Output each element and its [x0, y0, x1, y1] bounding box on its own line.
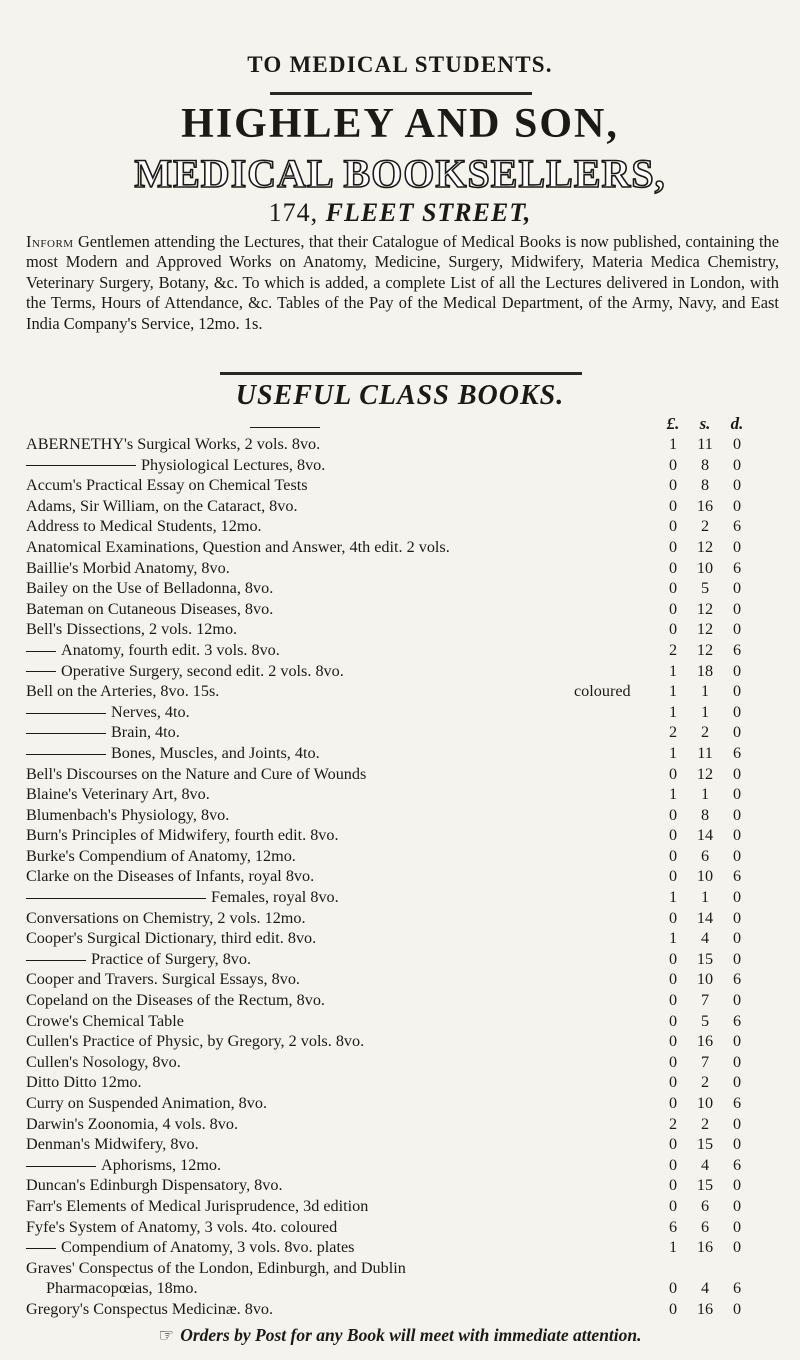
price-shillings: 7	[700, 1052, 710, 1071]
book-title	[26, 599, 273, 620]
book-row	[0, 805, 800, 826]
price-shillings: 2	[700, 1073, 710, 1092]
price-pounds: 0	[668, 764, 678, 783]
address-number: 174,	[268, 198, 319, 227]
book-title	[26, 1134, 199, 1155]
price-pounds: 0	[668, 1032, 678, 1051]
book-row	[0, 1031, 800, 1052]
price-pence: 6	[732, 558, 742, 577]
book-title-text: Baillie's Morbid Anatomy, 8vo.	[26, 558, 230, 577]
book-title	[26, 1299, 273, 1320]
price-shillings: 2	[700, 723, 710, 742]
book-title-text: Brain, 4to.	[111, 723, 180, 742]
book-title	[26, 722, 180, 743]
price-shillings: 12	[696, 764, 714, 783]
book-title-text: Bones, Muscles, and Joints, 4to.	[111, 743, 320, 762]
book-title-text: Aphorisms, 12mo.	[101, 1155, 222, 1174]
intro-lead-word: Inform	[26, 232, 74, 251]
ditto-dash	[26, 651, 56, 652]
book-row	[0, 722, 800, 743]
price-pence: 0	[732, 620, 742, 639]
ditto-dash	[26, 1248, 56, 1249]
price-pounds: 0	[668, 826, 678, 845]
price-pounds: 0	[668, 1196, 678, 1215]
book-row	[0, 475, 800, 496]
book-title-text: Bateman on Cutaneous Diseases, 8vo.	[26, 599, 274, 618]
price-shillings: 12	[696, 537, 714, 556]
price-pounds: 0	[668, 805, 678, 824]
orders-notice	[0, 1325, 800, 1346]
price-pence: 0	[732, 1196, 742, 1215]
book-title	[26, 784, 210, 805]
book-title-text: Conversations on Chemistry, 2 vols. 12mo.	[26, 908, 306, 927]
price-pounds: 0	[668, 1135, 678, 1154]
price-pence: 6	[732, 1279, 742, 1298]
orders-text: Orders by Post for any Book will meet with immediate attention.	[180, 1325, 642, 1345]
price-shillings: 15	[696, 1135, 714, 1154]
book-title	[26, 558, 230, 579]
book-title-text: Gregory's Conspectus Medicinæ. 8vo.	[26, 1299, 274, 1318]
ditto-dash	[26, 465, 136, 466]
book-title-text: Cullen's Practice of Physic, by Gregory, 2 vols. 8vo.	[26, 1032, 365, 1051]
book-title	[26, 1196, 368, 1217]
pounds-column-header: £.	[666, 414, 680, 433]
price-pence: 0	[732, 805, 742, 824]
book-row	[0, 599, 800, 620]
price-pence: 0	[732, 1135, 742, 1154]
book-row	[0, 949, 800, 970]
price-pence: 6	[732, 1155, 742, 1174]
price-pounds: 0	[668, 970, 678, 989]
price-pounds: 0	[668, 846, 678, 865]
book-title-text: Accum's Practical Essay on Chemical Tests	[26, 476, 308, 495]
book-row	[0, 969, 800, 990]
price-shillings: 10	[696, 970, 714, 989]
price-shillings: 8	[700, 455, 710, 474]
book-price-list	[0, 434, 800, 1320]
book-title	[26, 681, 219, 702]
price-pounds: 0	[668, 1299, 678, 1318]
price-pence: 6	[732, 970, 742, 989]
book-title	[26, 702, 190, 723]
price-pounds: 2	[668, 1114, 678, 1133]
book-row	[0, 1155, 800, 1176]
book-title	[26, 969, 300, 990]
book-title-text: Burke's Compendium of Anatomy, 12mo.	[26, 846, 296, 865]
book-title-text: Blaine's Veterinary Art, 8vo.	[26, 785, 210, 804]
price-shillings: 11	[697, 743, 713, 762]
price-pence: 0	[732, 599, 742, 618]
book-row	[0, 537, 800, 558]
intro-text: Gentlemen attending the Lectures, that their Catalogue of Medical Books is now published, containing the most Modern and Approved Works on Anatomy, Medicine, Surgery, Midwifery, Materia Medica Chemistry, Veterinary Surgery, Botany, &c. To which is added, a complete List of all the Lectures delivered in London, with the Terms, Hours of Attendance, &c. Tables of the Pay of the Medical Department, of the Army, Navy, and East India Company's Service, 12mo. 1s.	[26, 232, 779, 333]
price-pence: 6	[732, 640, 742, 659]
book-row	[0, 661, 800, 682]
book-title-text: Bell on the Arteries, 8vo. 15s.	[26, 682, 220, 701]
price-shillings: 2	[700, 1114, 710, 1133]
price-shillings: 6	[700, 846, 710, 865]
book-title	[26, 1011, 184, 1032]
book-title	[26, 475, 308, 496]
price-shillings: 11	[697, 435, 713, 453]
price-pence: 0	[732, 1032, 742, 1051]
book-title	[26, 619, 237, 640]
book-row	[0, 681, 800, 702]
book-note: coloured	[574, 682, 631, 701]
price-pounds: 6	[668, 1217, 678, 1236]
price-pounds: 1	[668, 661, 678, 680]
price-shillings: 16	[696, 1032, 714, 1051]
book-title-text: Burn's Principles of Midwifery, fourth edit. 8vo.	[26, 826, 339, 845]
book-title	[26, 1072, 142, 1093]
price-shillings: 7	[700, 991, 710, 1010]
book-row	[0, 1278, 800, 1299]
price-pence: 0	[732, 476, 742, 495]
price-pounds: 0	[668, 908, 678, 927]
book-title	[26, 1175, 283, 1196]
book-title-text: Bell's Dissections, 2 vols. 12mo.	[26, 620, 238, 639]
book-title	[26, 846, 296, 867]
price-pence: 6	[732, 1094, 742, 1112]
book-row	[0, 1175, 800, 1196]
price-shillings: 14	[696, 826, 714, 845]
book-title	[26, 1155, 221, 1176]
book-title-text: Anatomical Examinations, Question and Answer, 4th edit. 2 vols.	[26, 537, 450, 556]
price-shillings: 12	[696, 620, 714, 639]
ditto-dash	[26, 960, 86, 961]
book-title	[26, 1114, 238, 1135]
price-shillings: 4	[700, 1279, 710, 1298]
book-title-text: Pharmacopœias, 18mo.	[46, 1279, 198, 1298]
price-shillings: 12	[696, 640, 714, 659]
book-row	[0, 434, 800, 455]
price-pence: 0	[732, 785, 742, 804]
price-pence: 6	[732, 743, 742, 762]
book-row	[0, 1258, 800, 1279]
book-row	[0, 640, 800, 661]
book-row	[0, 764, 800, 785]
price-pounds: 0	[668, 517, 678, 536]
book-title-text: Copeland on the Diseases of the Rectum, 8vo.	[26, 991, 325, 1010]
ditto-dash	[26, 671, 56, 672]
book-row	[0, 455, 800, 476]
price-pounds: 1	[668, 888, 678, 907]
price-pounds: 0	[668, 1052, 678, 1071]
book-title-text: Darwin's Zoonomia, 4 vols. 8vo.	[26, 1114, 238, 1133]
price-pence: 0	[732, 908, 742, 927]
price-pence: 0	[732, 682, 742, 701]
price-pounds: 0	[668, 1155, 678, 1174]
book-row	[0, 1011, 800, 1032]
price-pence: 0	[732, 537, 742, 556]
book-title-text: Operative Surgery, second edit. 2 vols. 8vo.	[61, 661, 344, 680]
price-pence: 6	[732, 867, 742, 886]
book-row	[0, 702, 800, 723]
price-pounds: 1	[668, 929, 678, 948]
price-pence: 0	[732, 1052, 742, 1071]
book-title-text: Duncan's Edinburgh Dispensatory, 8vo.	[26, 1176, 283, 1195]
book-row	[0, 1237, 800, 1258]
price-pence: 6	[732, 517, 742, 536]
price-pounds: 2	[668, 640, 678, 659]
price-shillings: 6	[700, 1217, 710, 1236]
book-row	[0, 990, 800, 1011]
book-title	[26, 764, 366, 785]
price-pounds: 1	[668, 682, 678, 701]
book-title	[26, 1217, 337, 1238]
price-shillings: 15	[696, 1176, 714, 1195]
price-shillings: 10	[696, 558, 714, 577]
price-pence: 0	[732, 435, 742, 453]
price-pence: 0	[732, 1114, 742, 1133]
price-pounds: 0	[668, 558, 678, 577]
running-head: TO MEDICAL STUDENTS.	[247, 52, 553, 77]
book-title	[26, 1031, 364, 1052]
book-title-text: Cooper's Surgical Dictionary, third edit. 8vo.	[26, 929, 317, 948]
book-row	[0, 1114, 800, 1135]
book-title	[26, 661, 344, 682]
price-pence: 0	[732, 929, 742, 948]
book-title-text: Curry on Suspended Animation, 8vo.	[26, 1094, 268, 1112]
price-pence: 0	[732, 1238, 742, 1257]
price-pounds: 0	[668, 1011, 678, 1030]
book-title-text: Farr's Elements of Medical Jurisprudence, 3d edition	[26, 1196, 369, 1215]
price-shillings: 1	[700, 682, 710, 701]
price-pence: 0	[732, 723, 742, 742]
price-pounds: 0	[668, 496, 678, 515]
price-pence: 0	[732, 579, 742, 598]
firm-name: HIGHLEY AND SON,	[181, 101, 619, 147]
book-title	[26, 1258, 406, 1279]
book-title-text: Nerves, 4to.	[111, 702, 190, 721]
price-pounds: 1	[668, 1238, 678, 1257]
book-row	[0, 1093, 800, 1114]
short-rule	[250, 427, 320, 428]
price-shillings: 4	[700, 1155, 710, 1174]
pointing-hand-icon: ☞	[158, 1325, 175, 1345]
price-pence: 0	[732, 991, 742, 1010]
book-title	[26, 578, 273, 599]
ditto-dash	[26, 733, 106, 734]
price-shillings: 10	[696, 1094, 714, 1112]
price-pence: 0	[732, 764, 742, 783]
book-title	[46, 1278, 198, 1299]
book-title	[26, 640, 280, 661]
book-title	[26, 496, 298, 517]
book-row	[0, 619, 800, 640]
price-shillings: 1	[700, 785, 710, 804]
price-pounds: 0	[668, 620, 678, 639]
section-title: USEFUL CLASS BOOKS.	[235, 380, 565, 411]
book-title	[26, 537, 450, 558]
price-pence: 0	[732, 846, 742, 865]
book-title	[26, 990, 325, 1011]
book-title-text: Address to Medical Students, 12mo.	[26, 517, 262, 536]
book-row	[0, 1196, 800, 1217]
book-title-text: Physiological Lectures, 8vo.	[141, 455, 326, 474]
price-pounds: 0	[668, 867, 678, 886]
price-pence: 0	[732, 1217, 742, 1236]
book-title	[26, 928, 316, 949]
book-title-text: Compendium of Anatomy, 3 vols. 8vo. plates	[61, 1238, 355, 1257]
price-pence: 0	[732, 826, 742, 845]
book-title-text: Cooper and Travers. Surgical Essays, 8vo.	[26, 970, 300, 989]
book-title-text: ABERNETHY's Surgical Works, 2 vols. 8vo.	[26, 435, 321, 453]
price-pounds: 0	[668, 579, 678, 598]
book-row	[0, 1134, 800, 1155]
book-title-text: Ditto Ditto 12mo.	[26, 1073, 142, 1092]
price-pounds: 0	[668, 476, 678, 495]
price-shillings: 14	[696, 908, 714, 927]
book-title	[26, 825, 339, 846]
book-row	[0, 866, 800, 887]
ditto-dash	[26, 898, 206, 899]
book-title	[26, 1237, 354, 1258]
price-pounds: 1	[668, 743, 678, 762]
price-shillings: 5	[700, 1011, 710, 1030]
book-row	[0, 1299, 800, 1320]
book-title-text: Graves' Conspectus of the London, Edinburgh, and Dublin	[26, 1258, 406, 1277]
price-pounds: 0	[668, 1279, 678, 1298]
price-pounds: 0	[668, 949, 678, 968]
book-title-text: Crowe's Chemical Table	[26, 1011, 184, 1030]
heavy-rule-divider	[220, 372, 582, 375]
price-shillings: 1	[700, 888, 710, 907]
heavy-rule-divider	[270, 92, 532, 95]
book-title-text: Fyfe's System of Anatomy, 3 vols. 4to. coloured	[26, 1217, 338, 1236]
book-title	[26, 805, 229, 826]
book-title	[26, 516, 262, 537]
price-pounds: 1	[668, 435, 678, 453]
price-shillings: 8	[700, 805, 710, 824]
book-title-text: Bailey on the Use of Belladonna, 8vo.	[26, 579, 274, 598]
price-shillings: 15	[696, 949, 714, 968]
intro-paragraph	[26, 232, 779, 334]
price-shillings: 16	[696, 1299, 714, 1318]
book-title	[26, 434, 320, 455]
book-title	[26, 455, 325, 476]
price-pounds: 0	[668, 1073, 678, 1092]
price-shillings: 4	[700, 929, 710, 948]
book-title	[26, 908, 306, 929]
price-shillings: 8	[700, 476, 710, 495]
price-pence: 0	[732, 1073, 742, 1092]
price-pounds: 0	[668, 1094, 678, 1112]
price-pence: 0	[732, 1176, 742, 1195]
price-shillings: 12	[696, 599, 714, 618]
price-pounds: 0	[668, 599, 678, 618]
address-street: FLEET STREET,	[325, 198, 532, 227]
price-pounds: 1	[668, 785, 678, 804]
book-title-text: Cullen's Nosology, 8vo.	[26, 1052, 181, 1071]
shillings-column-header: s.	[699, 414, 711, 433]
book-title-text: Bell's Discourses on the Nature and Cure of Wounds	[26, 764, 367, 783]
book-row	[0, 1217, 800, 1238]
price-pounds: 0	[668, 991, 678, 1010]
book-title-text: Adams, Sir William, on the Cataract, 8vo.	[26, 496, 298, 515]
book-title-text: Clarke on the Diseases of Infants, royal 8vo.	[26, 867, 315, 886]
price-pence: 0	[732, 455, 742, 474]
book-row	[0, 1052, 800, 1073]
ditto-dash	[26, 754, 106, 755]
price-pence: 0	[732, 702, 742, 721]
ditto-dash	[26, 713, 106, 714]
price-pounds: 1	[668, 702, 678, 721]
book-title-text: Practice of Surgery, 8vo.	[91, 949, 252, 968]
book-row	[0, 908, 800, 929]
firm-address	[0, 198, 800, 228]
book-row	[0, 1072, 800, 1093]
price-pounds: 0	[668, 455, 678, 474]
price-shillings: 1	[700, 702, 710, 721]
book-title-text: Denman's Midwifery, 8vo.	[26, 1135, 199, 1154]
book-title	[26, 1052, 181, 1073]
book-row	[0, 784, 800, 805]
price-pence: 0	[732, 949, 742, 968]
price-shillings: 5	[700, 579, 710, 598]
book-row	[0, 578, 800, 599]
price-shillings: 2	[700, 517, 710, 536]
book-title	[26, 743, 320, 764]
price-shillings: 10	[696, 867, 714, 886]
price-pounds: 0	[668, 537, 678, 556]
book-row	[0, 516, 800, 537]
ditto-dash	[26, 1166, 96, 1167]
book-title	[26, 866, 314, 887]
price-shillings: 16	[696, 496, 714, 515]
price-shillings: 18	[696, 661, 714, 680]
price-pence: 0	[732, 1299, 742, 1318]
price-pence: 6	[732, 1011, 742, 1030]
price-pence: 0	[732, 661, 742, 680]
firm-trade-heading: MEDICAL BOOKSELLERS,	[134, 151, 666, 196]
book-row	[0, 558, 800, 579]
book-row	[0, 496, 800, 517]
book-title	[26, 887, 339, 908]
price-pounds: 0	[668, 1176, 678, 1195]
price-pence: 0	[732, 496, 742, 515]
book-title-text: Females, royal 8vo.	[211, 888, 339, 907]
price-pounds: 2	[668, 723, 678, 742]
book-title-text: Blumenbach's Physiology, 8vo.	[26, 805, 230, 824]
pence-column-header: d.	[730, 414, 744, 433]
price-shillings: 6	[700, 1196, 710, 1215]
price-shillings: 16	[696, 1238, 714, 1257]
book-row	[0, 928, 800, 949]
book-row	[0, 743, 800, 764]
book-title	[26, 949, 251, 970]
book-row	[0, 825, 800, 846]
book-row	[0, 887, 800, 908]
book-title-text: Anatomy, fourth edit. 3 vols. 8vo.	[61, 640, 280, 659]
price-pence: 0	[732, 888, 742, 907]
book-title	[26, 1093, 267, 1114]
book-row	[0, 846, 800, 867]
